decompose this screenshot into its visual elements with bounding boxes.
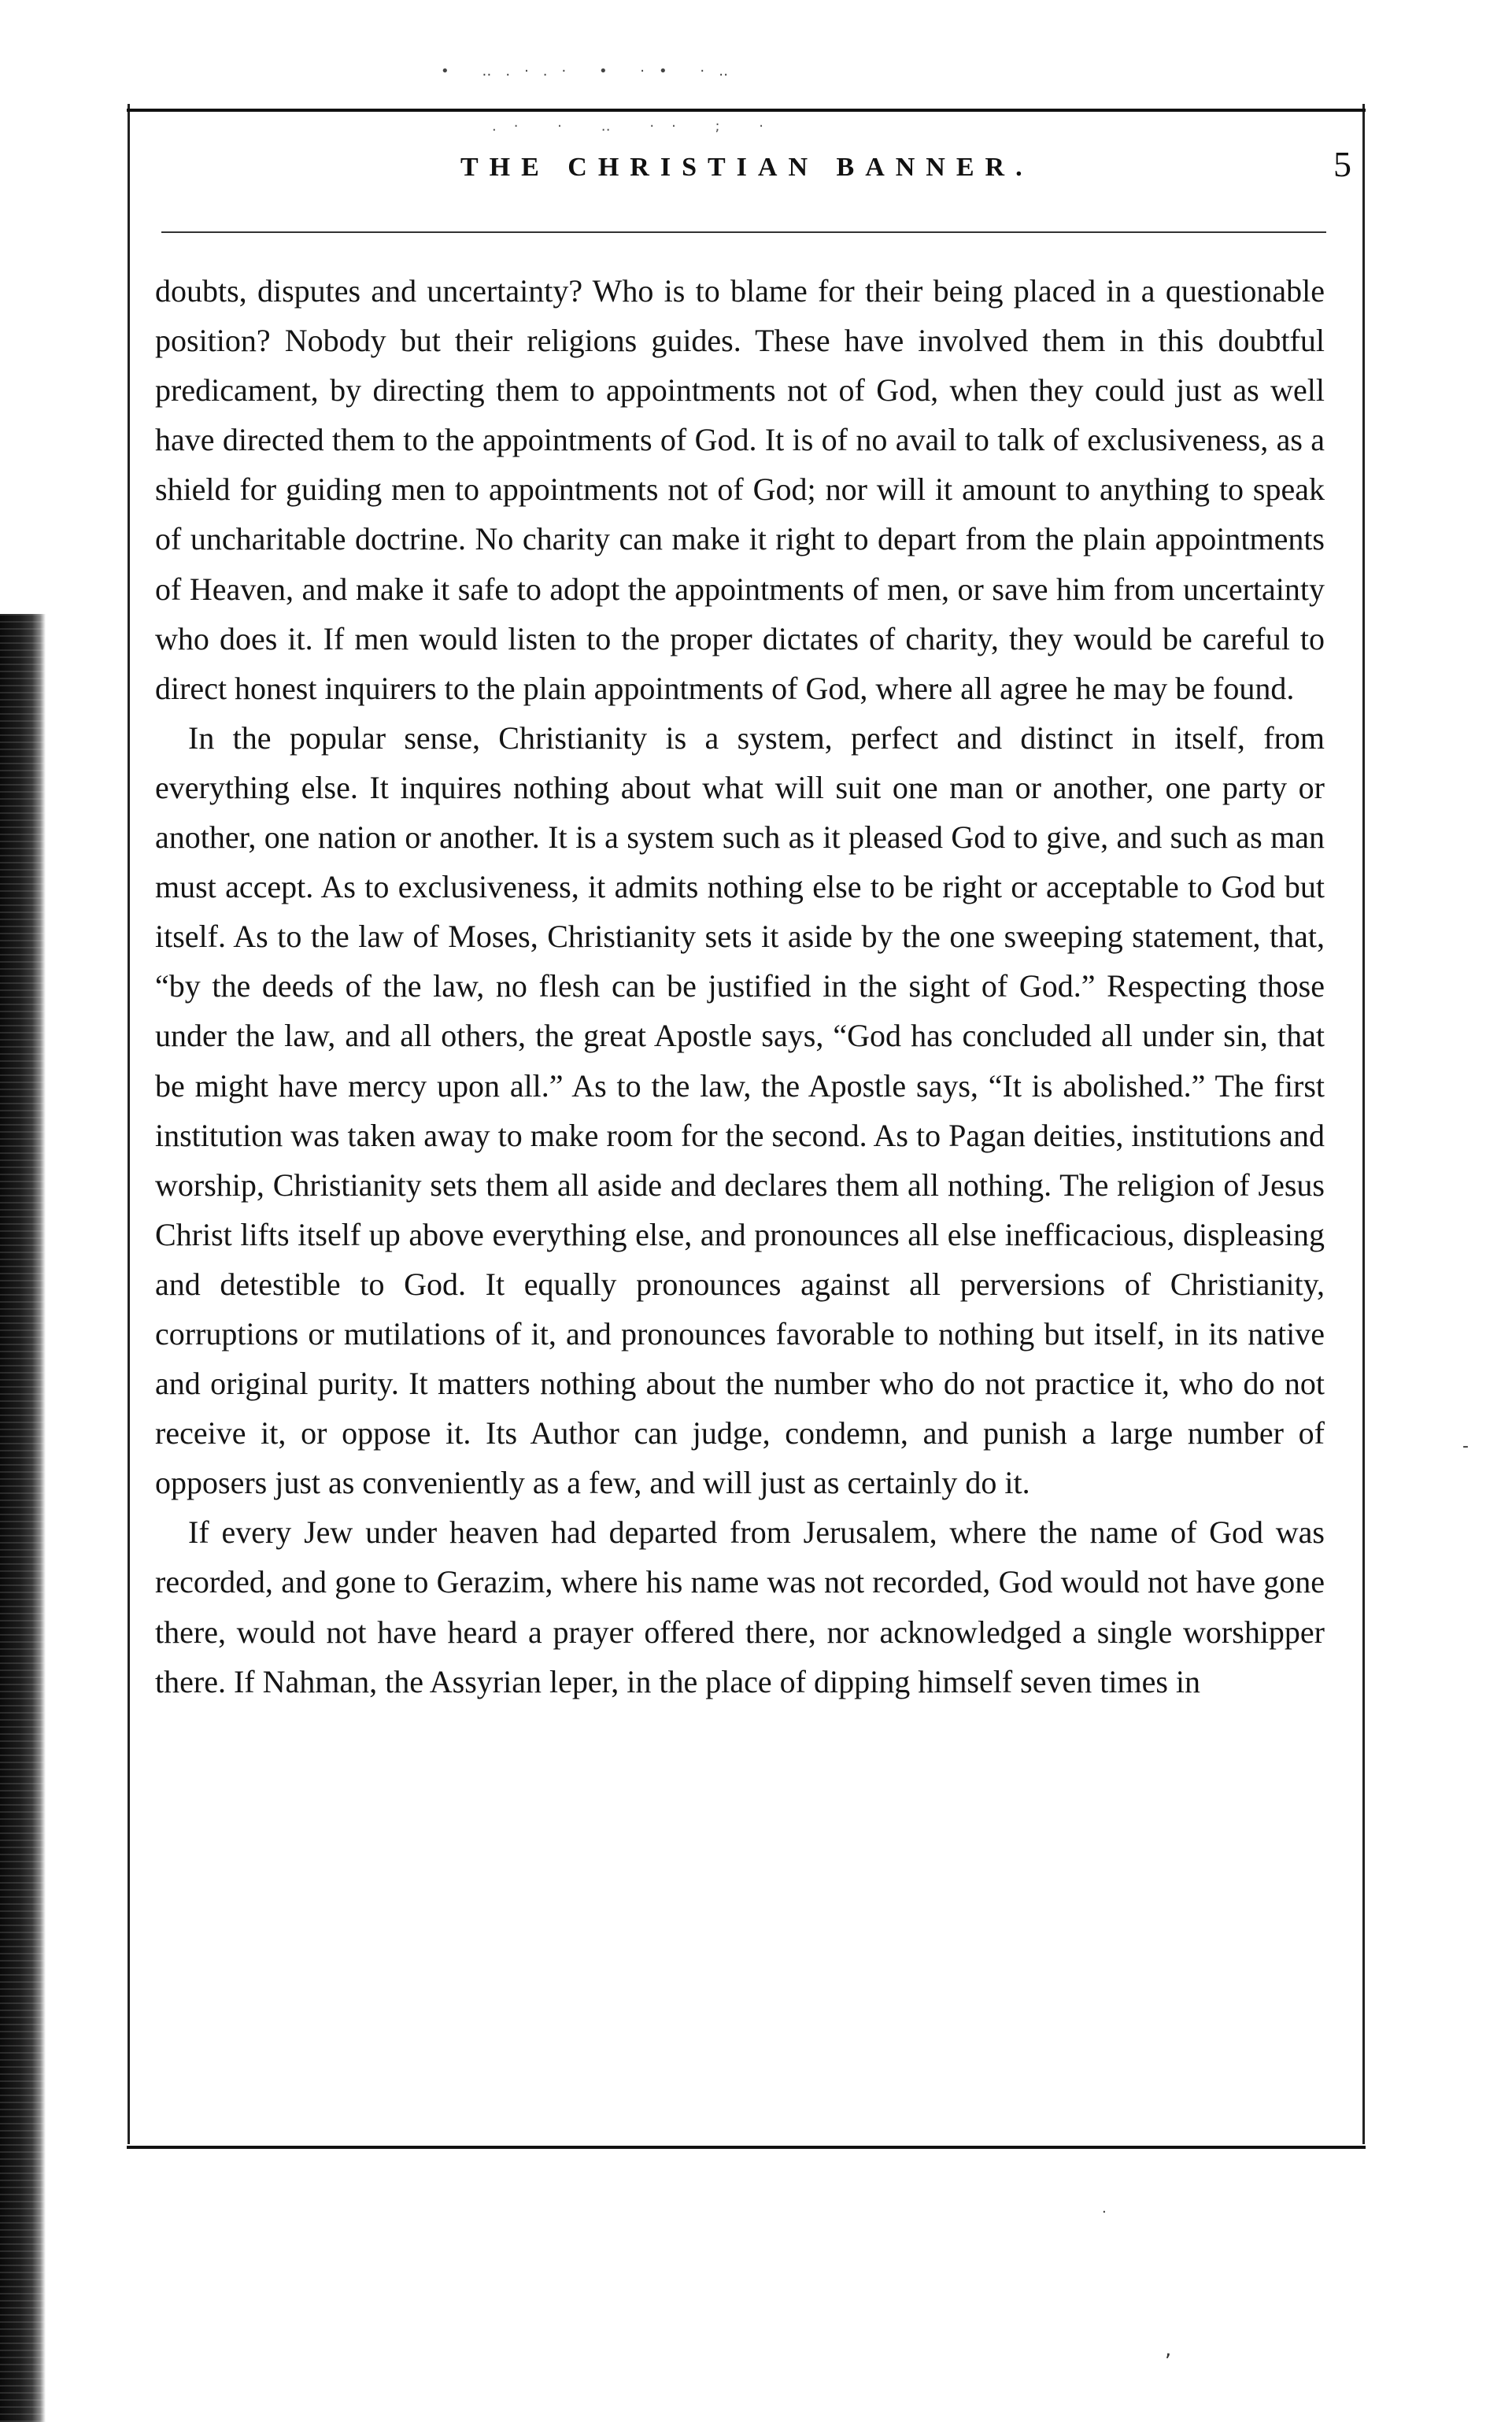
- running-title: THE CHRISTIAN BANNER.: [460, 153, 1033, 182]
- paragraph-3: If every Jew under heaven had departed from Jerusalem, where the name of God was recorded, and gone to Gerazim, where his name was not recorded, God would not have gone there, would not have heard a prayer offered there, nor acknowledged a single worshipper there. If Nahman, the Assyrian leper, in the place of dipping himself seven times in: [155, 1514, 1325, 1699]
- page-number: 5: [1333, 144, 1351, 184]
- header-ornament-marks: .· · ‥ ·· ; ·: [492, 118, 782, 135]
- top-border-rule: [127, 109, 1366, 112]
- bottom-border-rule: [127, 2146, 1366, 2149]
- scan-speck: ·: [1102, 2204, 1107, 2220]
- header-rule: [161, 231, 1326, 233]
- body-text: [155, 266, 1325, 1706]
- paragraph-1: doubts, disputes and uncertainty? Who is to blame for their being placed in a questionable position? Nobody but their religions guides. These have involved them in this doubtful predicament, by directing them to appointments not of God, when they could just as well have directed them to the appointments of God. It is of no avail to talk of exclusiveness, as a shield for guiding men to appointments not of God; nor will it amount to anything to speak of uncharitable doctrine. No charity can make it right to depart from the plain appointments of Heaven, and make it safe to adopt the appointments of men, or save him from uncertainty who does it. If men would listen to the proper dictates of charity, they would be careful to direct honest inquirers to the plain appointments of God, where all agree he may be found.: [155, 273, 1325, 706]
- paragraph-2: In the popular sense, Christianity is a system, perfect and distinct in itself, from everything else. It inquires nothing about what will suit one man or another, one party or another, one nation or another. It is a system such as it pleased God to give, and such as man must accept. As to exclusiveness, it admits nothing else to be right or acceptable to God but itself. As to the law of Moses, Christianity sets it aside by the one sweeping statement, that, “by the deeds of the law, no flesh can be justified in the sight of God.” Respecting those under the law, and all others, the great Apostle says, “God has concluded all under sin, that be might have mercy upon all.” As to the law, the Apostle says, “It is abolished.” The first institution was taken away to make room for the second. As to Pagan deities, institutions and worship, Christianity sets them all aside and declares them all nothing. The religion of Jesus Christ lifts itself up above everything else, and pronounces all else inefficacious, displeasing and detestible to God. It equally pronounces against all perversions of Christianity, corruptions or mutilations of it, and pronounces favorable to nothing but itself, in its native and original purity. It matters nothing about the number who do not practice it, who do not receive it, or oppose it. Its Author can judge, condemn, and punish a large number of opposers just as conveniently as a few, and will just as certainly do it.: [155, 719, 1325, 1501]
- scan-speck: ,: [1165, 2338, 1172, 2361]
- book-spine-shadow: [0, 614, 46, 2422]
- scan-artifact-dots: • ‥.·.· • ·• ·‥: [441, 63, 743, 80]
- book-page: [128, 104, 1365, 2144]
- running-head: [130, 139, 1362, 194]
- scan-speck: -: [1462, 1437, 1469, 1456]
